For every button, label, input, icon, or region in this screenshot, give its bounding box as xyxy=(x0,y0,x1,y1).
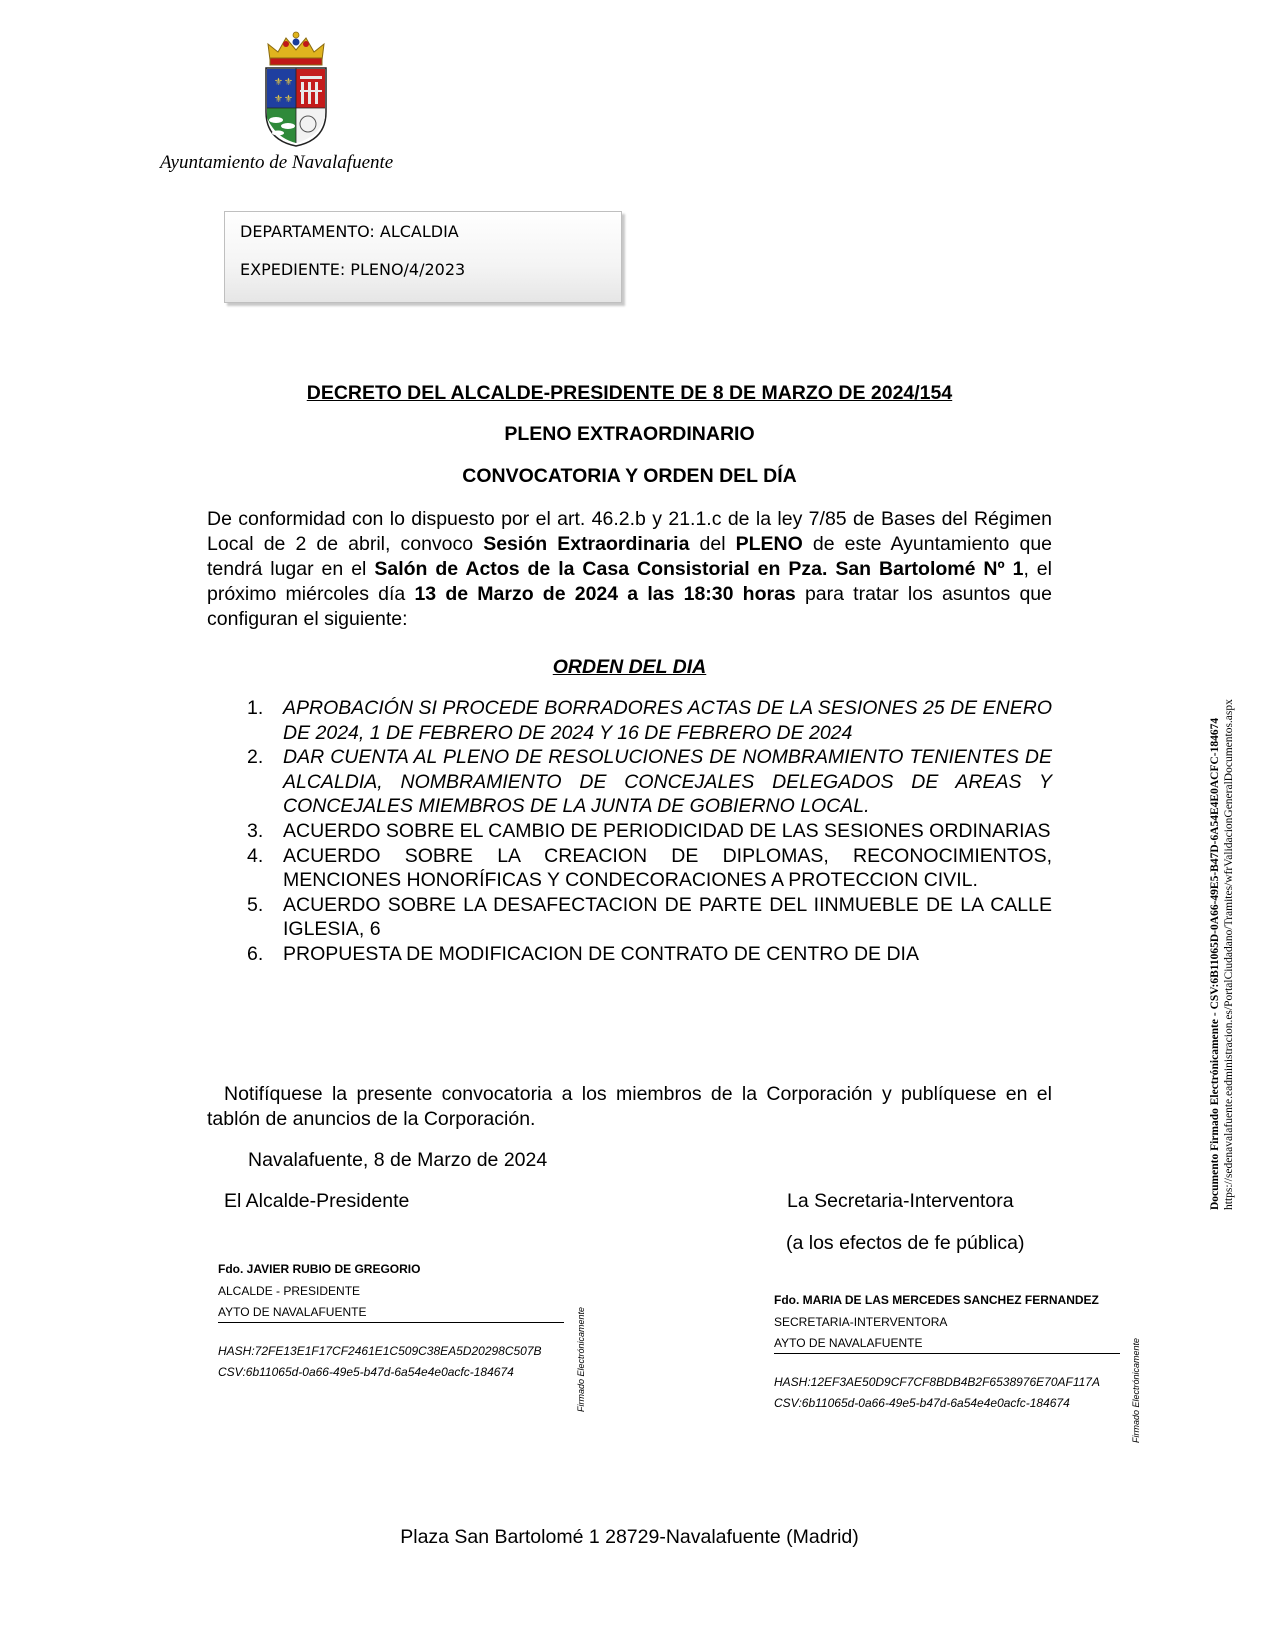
agenda-item-number: 4. xyxy=(247,844,264,867)
mayor-role-label: El Alcalde-Presidente xyxy=(224,1190,410,1212)
secretary-role-note: (a los efectos de fe pública) xyxy=(786,1232,1025,1254)
electronic-signature-stamp: Firmado Electrónicamente xyxy=(1131,1337,1141,1443)
intro-text-2: del xyxy=(689,533,736,555)
agenda-item-number: 1. xyxy=(247,697,264,719)
agenda-item xyxy=(245,844,1052,893)
signature-csv: CSV:6b11065d-0a66-49e5-b47d-6a54e4e0acfc-184674 xyxy=(218,1365,514,1379)
agenda-item xyxy=(245,696,1052,745)
agenda-item-text: ACUERDO SOBRE LA DESAFECTACION DE PARTE DEL IINMUEBLE DE LA CALLE IGLESIA, 6 xyxy=(283,893,1052,941)
side-note-line-1 xyxy=(1208,570,1222,1210)
agenda-item xyxy=(245,942,1052,967)
agenda-item-number: 3. xyxy=(247,819,264,842)
intro-text-1: De conformidad con lo dispuesto por el art. 46.2.b y 21.1.c de la ley 7/85 de Bases del Régimen Local de 2 de abril, convoco xyxy=(207,508,1052,555)
agenda-item-text: ACUERDO SOBRE EL CAMBIO DE PERIODICIDAD DE LAS SESIONES ORDINARIAS xyxy=(283,819,1051,842)
agenda-call-title: CONVOCATORIA Y ORDEN DEL DÍA xyxy=(462,465,797,487)
intro-bold-datetime: 13 de Marzo de 2024 a las 18:30 horas xyxy=(414,583,796,605)
footer-address: Plaza San Bartolomé 1 28729-Navalafuente (Madrid) xyxy=(400,1526,859,1548)
file-info-box xyxy=(224,211,622,303)
file-number-label: EXPEDIENTE: PLENO/4/2023 xyxy=(240,260,466,279)
intro-text-4: , el próximo miércoles día xyxy=(207,558,1052,605)
signature-rule xyxy=(774,1353,1120,1354)
electronic-signature-side-note xyxy=(1208,570,1236,1210)
signature-hash: HASH:72FE13E1F17CF2461E1C509C38EA5D20298C507B xyxy=(218,1344,542,1358)
intro-bold-session: Sesión Extraordinaria xyxy=(483,533,690,555)
svg-text:⚜: ⚜ xyxy=(284,94,293,105)
electronic-signature-stamp: Firmado Electrónicamente xyxy=(576,1306,586,1412)
signer-entity: AYTO DE NAVALAFUENTE xyxy=(218,1305,367,1319)
department-label: DEPARTAMENTO: ALCALDIA xyxy=(240,222,459,241)
side-note-csv: - CSV:6B11065D-0A66-49E5-B47D-6A54E4E0ACFC-184674 xyxy=(1209,717,1221,1020)
signer-entity: AYTO DE NAVALAFUENTE xyxy=(774,1336,923,1350)
side-note-label: Documento Firmado Electrónicamente xyxy=(1209,1019,1221,1210)
agenda-item-number: 5. xyxy=(247,893,264,916)
signature-rule xyxy=(218,1322,564,1323)
validation-url-link[interactable]: https://sedenavalafuente.eadministracion.es/PortalCiudadano/Tramites/wfrValidacionGeneralDocumentos.aspx xyxy=(1223,699,1235,1210)
agenda-item xyxy=(245,745,1052,819)
intro-bold-venue: Salón de Actos de la Casa Consistorial en Pza. San Bartolomé Nº 1 xyxy=(374,558,1024,580)
signer-position: ALCALDE - PRESIDENTE xyxy=(218,1284,361,1298)
signer-position: SECRETARIA-INTERVENTORA xyxy=(774,1315,948,1329)
notification-paragraph: Notifíquese la presente convocatoria a los miembros de la Corporación y publíquese en el tablón de anuncios de la Corporación. xyxy=(207,1083,1052,1130)
agenda-item-number: 2. xyxy=(247,746,264,769)
signature-csv: CSV:6b11065d-0a66-49e5-b47d-6a54e4e0acfc-184674 xyxy=(774,1396,1070,1410)
agenda-item xyxy=(245,819,1052,844)
intro-text-5: para tratar los asuntos que configuran el siguiente: xyxy=(207,583,1052,630)
agenda-item-text: DAR CUENTA AL PLENO DE RESOLUCIONES DE NOMBRAMIENTO TENIENTES DE ALCALDIA, NOMBRAMIENTO DE CONCEJALES DELEGADOS DE AREAS Y CONCEJALES MIEMBROS DE LA JUNTA DE GOBIERNO LOCAL. xyxy=(283,746,1052,818)
agenda-item-text: PROPUESTA DE MODIFICACION DE CONTRATO DE CENTRO DE DIA xyxy=(283,942,919,965)
intro-bold-pleno: PLENO xyxy=(735,533,803,555)
secretary-role-label: La Secretaria-Interventora xyxy=(787,1190,1014,1212)
signature-hash: HASH:12EF3AE50D9CF7CF8BDB4B2F6538976E70AF117A xyxy=(774,1375,1100,1389)
svg-text:⚜: ⚜ xyxy=(274,77,283,88)
agenda-title: ORDEN DEL DIA xyxy=(552,656,707,678)
organization-name: Ayuntamiento de Navalafuente xyxy=(160,152,394,173)
coat-of-arms-logo xyxy=(262,30,330,148)
secretary-signature-block xyxy=(774,1293,1120,1443)
svg-text:⚜: ⚜ xyxy=(274,94,283,105)
mayor-signature-block xyxy=(218,1262,564,1412)
svg-text:⚜: ⚜ xyxy=(284,77,293,88)
intro-text-3: de este Ayuntamiento que tendrá lugar en el xyxy=(207,533,1053,580)
agenda-list xyxy=(245,696,1052,967)
agenda-item-text: APROBACIÓN SI PROCEDE BORRADORES ACTAS DE LA SESIONES 25 DE ENERO DE 2024, 1 DE FEBRERO DE 2024 Y 16 DE FEBRERO DE 2024 xyxy=(283,697,1052,744)
session-type-title: PLENO EXTRAORDINARIO xyxy=(504,423,755,445)
decree-title: DECRETO DEL ALCALDE-PRESIDENTE DE 8 DE MARZO DE 2024/154 xyxy=(306,382,953,404)
intro-paragraph xyxy=(207,507,1052,632)
agenda-item xyxy=(245,893,1052,942)
signer-name: Fdo. MARIA DE LAS MERCEDES SANCHEZ FERNANDEZ xyxy=(774,1293,1099,1307)
place-and-date: Navalafuente, 8 de Marzo de 2024 xyxy=(248,1149,548,1171)
agenda-item-text: ACUERDO SOBRE LA CREACION DE DIPLOMAS, RECONOCIMIENTOS, MENCIONES HONORÍFICAS Y CONDECORACIONES A PROTECCION CIVIL. xyxy=(283,844,1052,892)
signer-name: Fdo. JAVIER RUBIO DE GREGORIO xyxy=(218,1262,421,1276)
agenda-item-number: 6. xyxy=(247,942,264,965)
